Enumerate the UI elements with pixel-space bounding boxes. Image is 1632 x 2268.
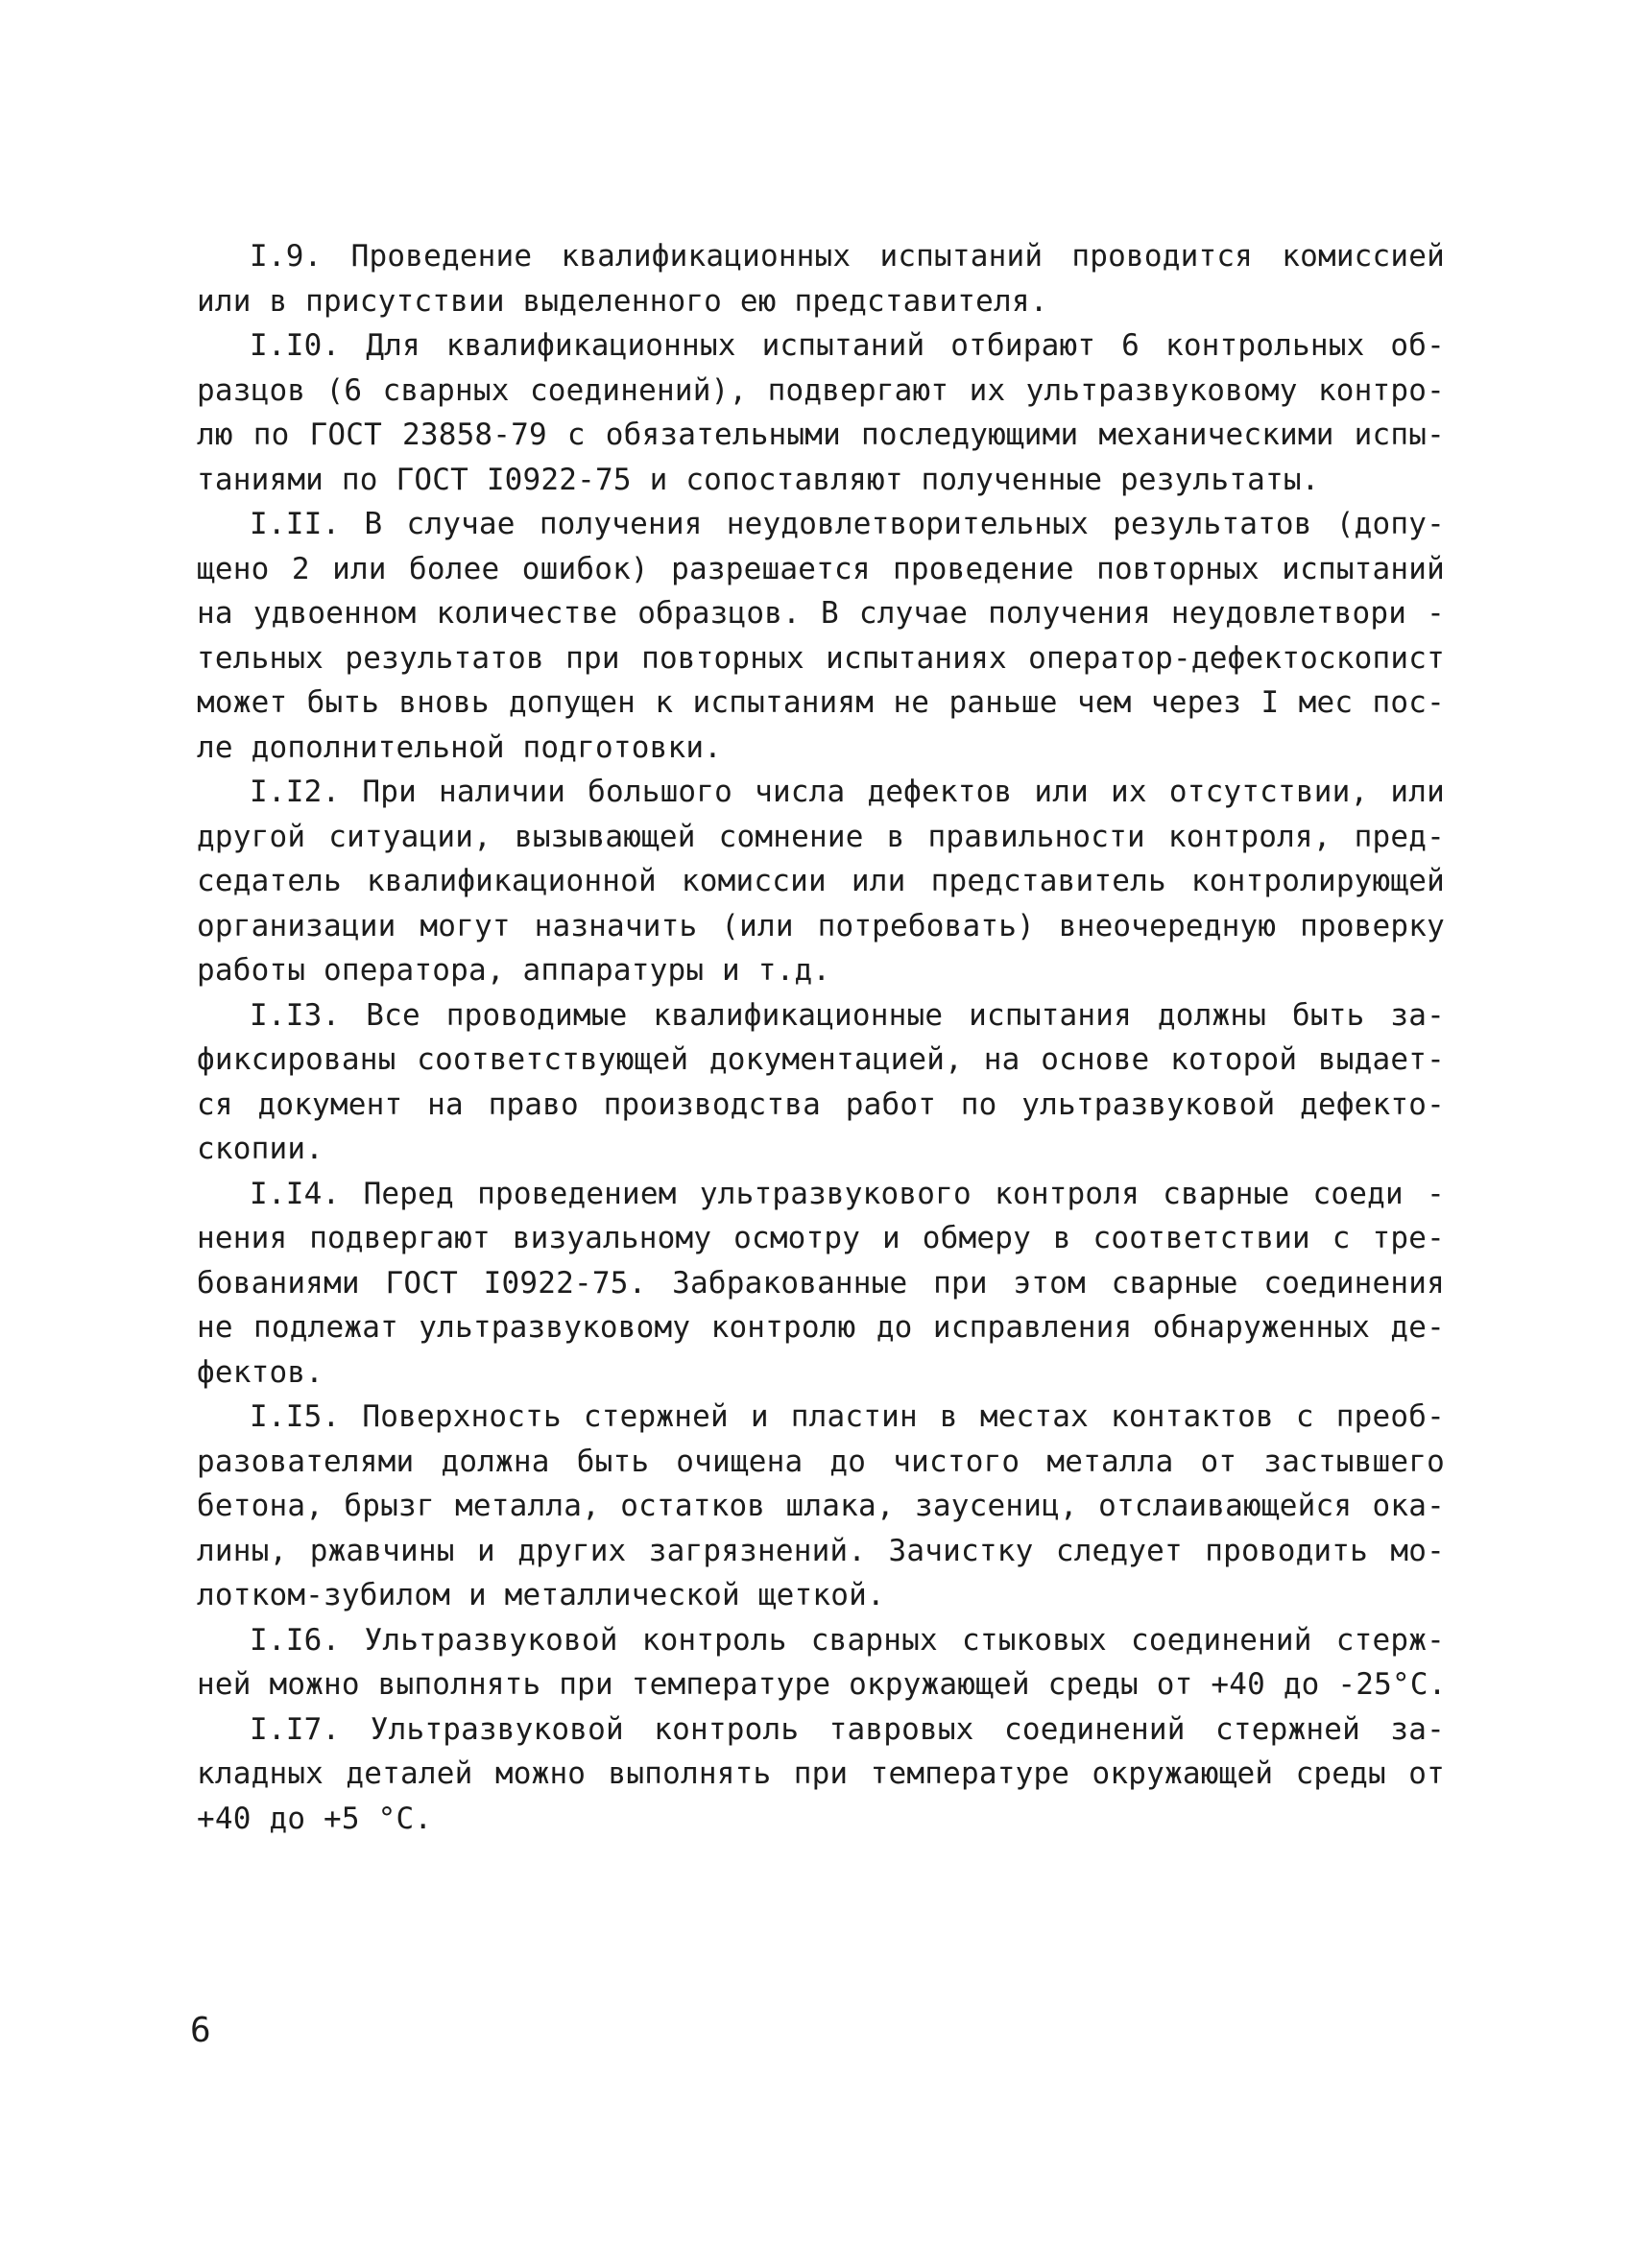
text-line: скопии. bbox=[197, 1132, 324, 1166]
text-line: бетона, брызг металла, остатков шлака, заусениц, отслаивающейся ока- bbox=[197, 1489, 1445, 1523]
text-line: I.I4. Перед проведением ультразвукового контроля сварные соеди - bbox=[250, 1176, 1445, 1211]
text-line: +40 до +5 °С. bbox=[197, 1801, 433, 1836]
text-line: I.II. В случае получения неудовлетворительных результатов (допу- bbox=[250, 507, 1445, 541]
text-line: на удвоенном количестве образцов. В случае получения неудовлетвори - bbox=[197, 596, 1445, 631]
text-line: разцов (6 сварных соединений), подвергают их ультразвуковому контро- bbox=[197, 372, 1445, 408]
text-line: I.I7. Ультразвуковой контроль тавровых соединений стержней за- bbox=[250, 1711, 1445, 1747]
text-line: I.I6. Ультразвуковой контроль сварных стыковых соединений стерж- bbox=[250, 1622, 1445, 1658]
text-line: бованиями ГОСТ I0922-75. Забракованные при этом сварные соединения bbox=[197, 1265, 1445, 1301]
text-line: ле дополнительной подготовки. bbox=[197, 729, 723, 765]
text-line: разователями должна быть очищена до чистого металла от застывшего bbox=[197, 1444, 1445, 1479]
text-line: лины, ржавчины и других загрязнений. Зачистку следует проводить мо- bbox=[197, 1533, 1445, 1568]
text-line: или в присутствии выделенного ею представителя. bbox=[197, 283, 1048, 319]
text-line: организации могут назначить (или потребовать) внеочередную проверку bbox=[197, 908, 1445, 943]
text-line: тельных результатов при повторных испытаниях оператор-дефектоскопист bbox=[197, 640, 1445, 676]
text-line: I.I2. При наличии большого числа дефектов или их отсутствии, или bbox=[250, 775, 1445, 809]
text-line: ся документ на право производства работ по ультразвуковой дефекто- bbox=[197, 1086, 1445, 1122]
page-number: 6 bbox=[190, 2011, 211, 2050]
text-line: может быть вновь допущен к испытаниям не раньше чем через I мес пос- bbox=[197, 685, 1445, 720]
text-line: нения подвергают визуальному осмотру и обмеру в соответствии с тре- bbox=[197, 1221, 1445, 1255]
text-line: щено 2 или более ошибок) разрешается проведение повторных испытаний bbox=[197, 551, 1445, 586]
text-line: не подлежат ультразвуковому контролю до исправления обнаруженных де- bbox=[197, 1310, 1445, 1345]
text-line: работы оператора, аппаратуры и т.д. bbox=[197, 953, 831, 988]
text-line: кладных деталей можно выполнять при температуре окружающей среды от bbox=[197, 1756, 1445, 1791]
body-text bbox=[197, 234, 1445, 1841]
text-line: I.I5. Поверхность стержней и пластин в местах контактов с преоб- bbox=[250, 1399, 1445, 1434]
text-line: лю по ГОСТ 23858-79 с обязательными последующими механическими испы- bbox=[197, 418, 1445, 452]
text-line: ней можно выполнять при температуре окружающей среды от +40 до -25°С. bbox=[197, 1667, 1447, 1702]
text-line: лотком-зубилом и металлической щеткой. bbox=[197, 1578, 885, 1612]
text-line: I.9. Проведение квалификационных испытаний проводится комиссией bbox=[250, 239, 1445, 274]
text-line: I.I0. Для квалификационных испытаний отбирают 6 контрольных об- bbox=[250, 328, 1445, 363]
text-line: фиксированы соответствующей документацией, на основе которой выдает- bbox=[197, 1042, 1445, 1077]
text-line: седатель квалификационной комиссии или представитель контролирующей bbox=[197, 864, 1445, 898]
text-line: фектов. bbox=[197, 1354, 324, 1390]
text-line: I.I3. Все проводимые квалификационные испытания должны быть за- bbox=[250, 997, 1445, 1033]
text-line: другой ситуации, вызывающей сомнение в правильности контроля, пред- bbox=[197, 819, 1445, 854]
text-line: таниями по ГОСТ I0922-75 и сопоставляют полученные результаты. bbox=[197, 462, 1320, 497]
